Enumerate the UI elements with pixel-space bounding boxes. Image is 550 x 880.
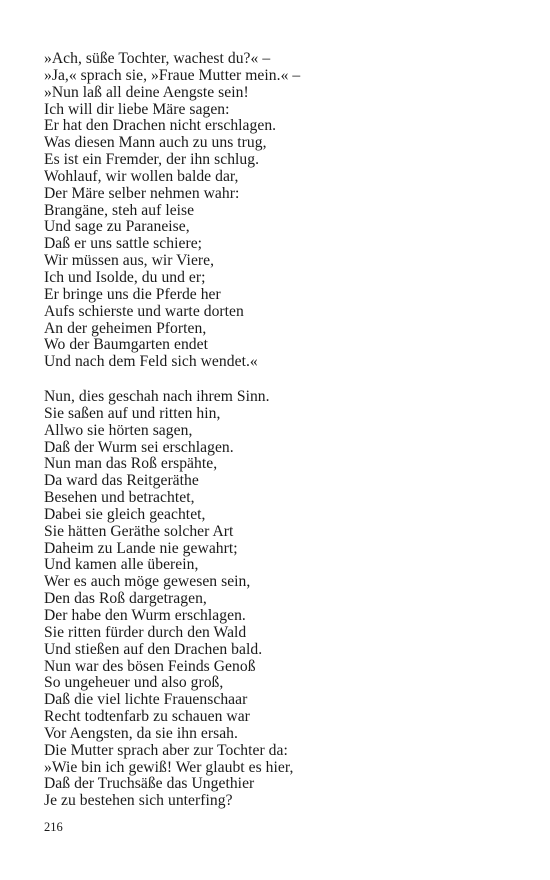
verse-line: Den das Roß dargetragen, [44,590,207,608]
verse-line: Und kamen alle überein, [44,556,199,574]
verse-line: Der Märe selber nehmen wahr: [44,184,240,202]
verse-line: Daß die viel lichte Frauenschaar [44,691,248,709]
verse-line: Er bringe uns die Pferde her [44,285,221,303]
verse-line: Je zu bestehen sich unterfing? [44,792,233,810]
verse-line: Wo der Baumgarten endet [44,336,209,354]
verse-line: Sie saßen auf und ritten hin, [44,404,221,422]
verse-line: Er hat den Drachen nicht erschlagen. [44,117,277,135]
verse-line: Die Mutter sprach aber zur Tochter da: [44,741,288,759]
verse-line: Wir müssen aus, wir Viere, [44,252,215,270]
verse-line: Dabei sie gleich geachtet, [44,505,206,523]
verse-line: Daß er uns sattle schiere; [44,235,203,253]
verse-line: »Nun laß all deine Aengste sein! [44,83,249,101]
verse-line: Ich und Isolde, du und er; [44,268,206,286]
verse-line: »Ja,« sprach sie, »Fraue Mutter mein.« – [44,66,301,84]
verse-line: Wer es auch möge gewesen sein, [44,573,251,591]
verse-line: »Wie bin ich gewiß! Wer glaubt es hier, [44,758,294,776]
verse-line: Recht todtenfarb zu schauen war [44,708,250,726]
verse-line: Daß der Truchsäße das Ungethier [44,775,255,793]
verse-line: Nun war des bösen Feinds Genoß [44,657,256,675]
verse-line: Sie hätten Geräthe solcher Art [44,522,234,540]
verse-line: Brangäne, steh auf leise [44,201,195,219]
verse-line: Besehen und betrachtet, [44,489,195,507]
verse-line: Wohlauf, wir wollen balde dar, [44,167,239,185]
verse-line: An der geheimen Pforten, [44,319,207,337]
page-number: 216 [44,820,63,834]
verse-line: Nun, dies geschah nach ihrem Sinn. [44,388,270,405]
verse-line: Und stießen auf den Drachen bald. [44,640,263,658]
verse-line: »Ach, süße Tochter, wachest du?« – [44,50,271,67]
verse-line: Aufs schierste und warte dorten [44,302,244,320]
verse-line: Und nach dem Feld sich wendet.« [44,353,258,371]
stanza-1 [44,51,524,371]
verse-line: Ich will dir liebe Märe sagen: [44,100,230,118]
verse-line: Allwo sie hörten sagen, [44,421,193,439]
verse-line: Es ist ein Fremder, der ihn schlug. [44,151,260,169]
verse-line: So ungeheuer und also groß, [44,674,224,692]
verse-line: Und sage zu Paraneise, [44,218,190,236]
verse-line: Vor Aengsten, da sie ihn ersah. [44,724,238,742]
verse-line: Da ward das Reitgeräthe [44,472,199,490]
verse-line: Daß der Wurm sei erschlagen. [44,438,234,456]
verse-line: Was diesen Mann auch zu uns trug, [44,134,267,152]
stanza-2 [44,389,524,810]
verse-line: Der habe den Wurm erschlagen. [44,606,246,624]
verse-line: Daheim zu Lande nie gewahrt; [44,539,238,557]
verse-line: Nun man das Roß erspähte, [44,455,218,473]
verse-line: Sie ritten fürder durch den Wald [44,623,247,641]
